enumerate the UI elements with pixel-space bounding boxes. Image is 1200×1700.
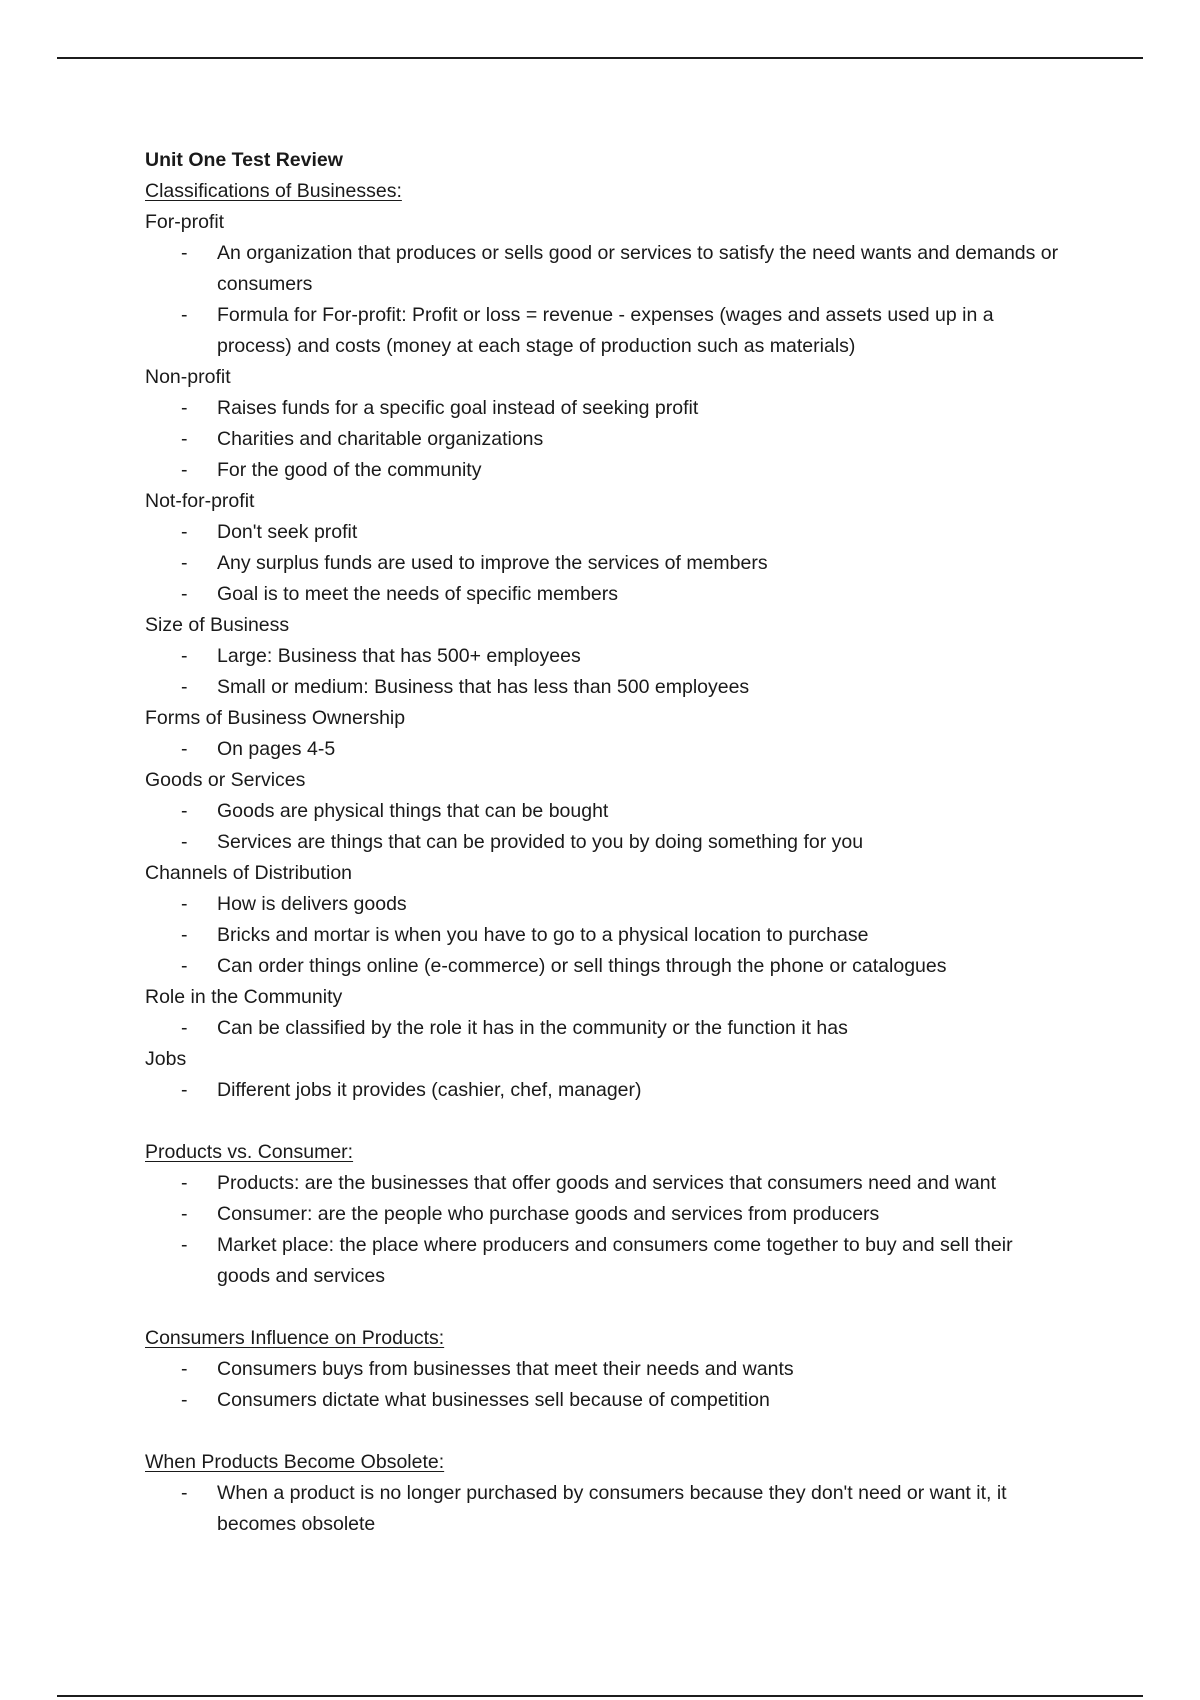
dash-bullet-icon: - xyxy=(181,955,188,977)
dash-bullet-icon: - xyxy=(181,1017,188,1039)
dash-bullet-icon: - xyxy=(181,738,188,760)
bullet-list xyxy=(145,1478,1065,1540)
bullet-list xyxy=(145,517,1065,610)
group-non-profit xyxy=(145,362,1065,486)
bullet-list xyxy=(145,1075,1065,1106)
dash-bullet-icon: - xyxy=(181,1172,188,1194)
group-label: Role in the Community xyxy=(145,986,343,1008)
blank-line xyxy=(145,1292,1065,1323)
dash-bullet-icon: - xyxy=(181,583,188,605)
bullet-list xyxy=(145,889,1065,982)
list-item: - Market place: the place where producers and consumers come together to buy and sell their goods and services xyxy=(145,1230,1065,1292)
dash-bullet-icon: - xyxy=(181,521,188,543)
document-title: Unit One Test Review xyxy=(145,149,343,171)
blank-line xyxy=(145,1416,1065,1447)
bullet-list xyxy=(145,1168,1065,1292)
list-item: - Goods are physical things that can be bought xyxy=(145,796,1065,827)
bullet-list xyxy=(145,1013,1065,1044)
group-label: Non-profit xyxy=(145,366,231,388)
dash-bullet-icon: - xyxy=(181,242,188,264)
dash-bullet-icon: - xyxy=(181,428,188,450)
list-item: - For the good of the community xyxy=(145,455,1065,486)
group-forms-of-ownership xyxy=(145,703,1065,765)
section-products-obsolete xyxy=(145,1447,1065,1540)
dash-bullet-icon: - xyxy=(181,1234,188,1256)
list-item: - Charities and charitable organizations xyxy=(145,424,1065,455)
dash-bullet-icon: - xyxy=(181,1389,188,1411)
group-label: Forms of Business Ownership xyxy=(145,707,406,729)
group-not-for-profit xyxy=(145,486,1065,610)
list-item: - Can order things online (e-commerce) or sell things through the phone or catalogues xyxy=(145,951,1065,982)
document-page xyxy=(145,145,1065,1540)
dash-bullet-icon: - xyxy=(181,676,188,698)
top-rule xyxy=(57,57,1143,59)
list-item: - How is delivers goods xyxy=(145,889,1065,920)
dash-bullet-icon: - xyxy=(181,304,188,326)
list-item: - Goal is to meet the needs of specific members xyxy=(145,579,1065,610)
section-heading: Classifications of Businesses: xyxy=(145,180,402,202)
list-item: - Any surplus funds are used to improve the services of members xyxy=(145,548,1065,579)
list-item: - When a product is no longer purchased by consumers because they don't need or want it, it becomes obsolete xyxy=(145,1478,1065,1540)
bullet-list xyxy=(145,393,1065,486)
group-label: Jobs xyxy=(145,1048,187,1070)
group-role-in-community xyxy=(145,982,1065,1044)
group-goods-or-services xyxy=(145,765,1065,858)
bullet-list xyxy=(145,1354,1065,1416)
group-label: Not-for-profit xyxy=(145,490,255,512)
blank-line xyxy=(145,1106,1065,1137)
dash-bullet-icon: - xyxy=(181,1358,188,1380)
list-item: - Large: Business that has 500+ employees xyxy=(145,641,1065,672)
list-item: - Consumers dictate what businesses sell because of competition xyxy=(145,1385,1065,1416)
dash-bullet-icon: - xyxy=(181,552,188,574)
list-item: - Products: are the businesses that offer goods and services that consumers need and want xyxy=(145,1168,1065,1199)
group-label: For-profit xyxy=(145,211,225,233)
section-heading: Consumers Influence on Products: xyxy=(145,1327,445,1349)
group-jobs xyxy=(145,1044,1065,1106)
dash-bullet-icon: - xyxy=(181,893,188,915)
dash-bullet-icon: - xyxy=(181,831,188,853)
bullet-list xyxy=(145,796,1065,858)
dash-bullet-icon: - xyxy=(181,1079,188,1101)
section-consumers-influence xyxy=(145,1323,1065,1416)
dash-bullet-icon: - xyxy=(181,924,188,946)
list-item: - Small or medium: Business that has less than 500 employees xyxy=(145,672,1065,703)
group-size-of-business xyxy=(145,610,1065,703)
section-heading: Products vs. Consumer: xyxy=(145,1141,354,1163)
section-heading: When Products Become Obsolete: xyxy=(145,1451,445,1473)
list-item: - Different jobs it provides (cashier, chef, manager) xyxy=(145,1075,1065,1106)
list-item: - Raises funds for a specific goal instead of seeking profit xyxy=(145,393,1065,424)
group-for-profit xyxy=(145,207,1065,362)
list-item: - Consumers buys from businesses that meet their needs and wants xyxy=(145,1354,1065,1385)
group-label: Size of Business xyxy=(145,614,290,636)
bullet-list xyxy=(145,238,1065,362)
group-channels-of-distribution xyxy=(145,858,1065,982)
list-item: - Can be classified by the role it has in the community or the function it has xyxy=(145,1013,1065,1044)
list-item: - Services are things that can be provided to you by doing something for you xyxy=(145,827,1065,858)
dash-bullet-icon: - xyxy=(181,645,188,667)
dash-bullet-icon: - xyxy=(181,1203,188,1225)
bullet-list xyxy=(145,734,1065,765)
list-item: - Don't seek profit xyxy=(145,517,1065,548)
list-item: - Consumer: are the people who purchase goods and services from producers xyxy=(145,1199,1065,1230)
section-products-vs-consumer xyxy=(145,1137,1065,1292)
dash-bullet-icon: - xyxy=(181,459,188,481)
dash-bullet-icon: - xyxy=(181,1482,188,1504)
list-item: - On pages 4-5 xyxy=(145,734,1065,765)
group-label: Goods or Services xyxy=(145,769,306,791)
section-classifications xyxy=(145,176,1065,1106)
list-item: - Formula for For-profit: Profit or loss = revenue - expenses (wages and assets used up in a process) and costs (money at each stage of production such as materials) xyxy=(145,300,1065,362)
list-item: - Bricks and mortar is when you have to go to a physical location to purchase xyxy=(145,920,1065,951)
dash-bullet-icon: - xyxy=(181,800,188,822)
bullet-list xyxy=(145,641,1065,703)
dash-bullet-icon: - xyxy=(181,397,188,419)
group-label: Channels of Distribution xyxy=(145,862,353,884)
bottom-rule xyxy=(57,1695,1143,1697)
list-item: - An organization that produces or sells good or services to satisfy the need wants and demands or consumers xyxy=(145,238,1065,300)
